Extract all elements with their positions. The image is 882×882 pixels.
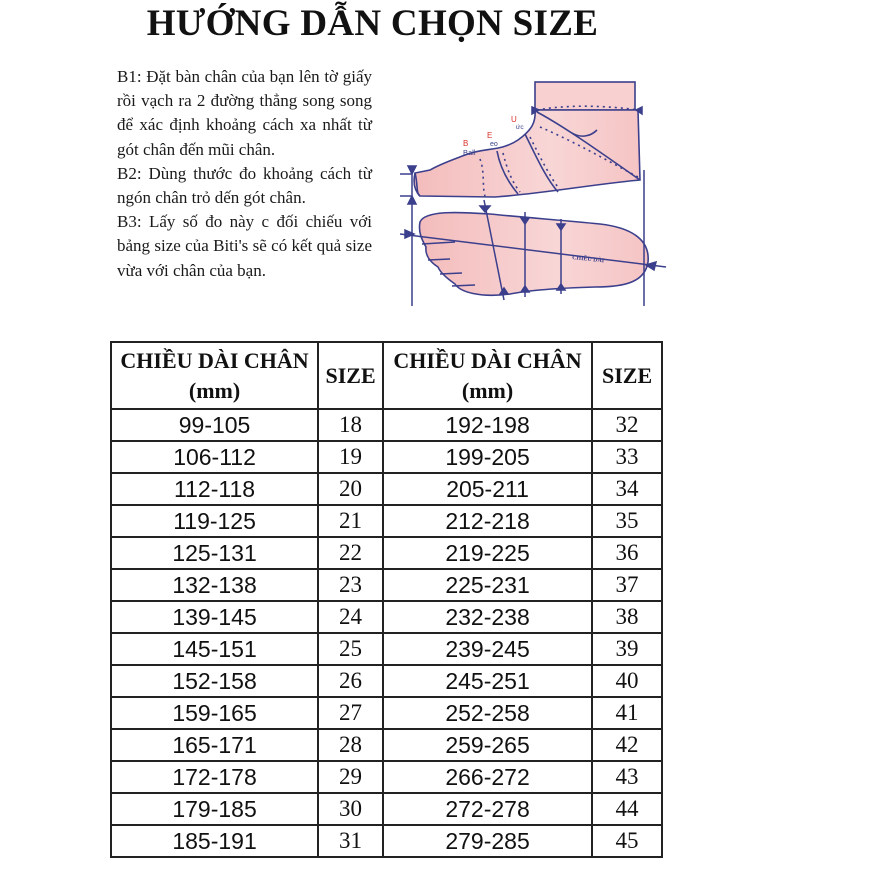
foot-length-cell: 219-225	[383, 537, 592, 569]
instruction-step-1: B1: Đặt bàn chân của bạn lên tờ giấy rồi vạch ra 2 đường thẳng song song để xác định khoảng cách xa nhất từ gót chân đến mũi chân.	[117, 67, 372, 159]
size-cell: 27	[318, 697, 383, 729]
table-row	[111, 409, 662, 441]
size-cell: 30	[318, 793, 383, 825]
instruction-step-2: B2: Dùng thước đo khoảng cách từ ngón chân trỏ dến gót chân.	[117, 163, 372, 208]
svg-text:ức: ức	[516, 124, 524, 131]
foot-length-cell: 266-272	[383, 761, 592, 793]
size-cell: 39	[592, 633, 662, 665]
svg-text:Ball: Ball	[463, 148, 476, 157]
foot-length-cell: 212-218	[383, 505, 592, 537]
size-cell: 44	[592, 793, 662, 825]
size-cell: 36	[592, 537, 662, 569]
foot-length-cell: 232-238	[383, 601, 592, 633]
foot-length-cell: 112-118	[111, 473, 318, 505]
table-row	[111, 825, 662, 857]
foot-measurement-diagram	[400, 72, 672, 308]
header-foot-length-2: CHIỀU DÀI CHÂN (mm)	[383, 342, 592, 409]
size-cell: 28	[318, 729, 383, 761]
size-cell: 24	[318, 601, 383, 633]
size-cell: 45	[592, 825, 662, 857]
foot-length-cell: 239-245	[383, 633, 592, 665]
instruction-step-3: B3: Lấy số đo này c đối chiếu với bảng size của Biti's sẽ có kết quả size vừa với chân của bạn.	[117, 212, 372, 280]
size-cell: 19	[318, 441, 383, 473]
size-cell: 41	[592, 697, 662, 729]
table-row	[111, 793, 662, 825]
svg-text:U: U	[511, 115, 517, 124]
table-row	[111, 665, 662, 697]
table-row	[111, 697, 662, 729]
foot-length-cell: 279-285	[383, 825, 592, 857]
table-row	[111, 473, 662, 505]
header-size-2: SIZE	[592, 342, 662, 409]
foot-length-cell: 145-151	[111, 633, 318, 665]
size-cell: 35	[592, 505, 662, 537]
foot-length-cell: 165-171	[111, 729, 318, 761]
size-cell: 37	[592, 569, 662, 601]
instructions	[117, 65, 372, 283]
foot-length-cell: 192-198	[383, 409, 592, 441]
size-cell: 22	[318, 537, 383, 569]
foot-length-cell: 132-138	[111, 569, 318, 601]
size-cell: 21	[318, 505, 383, 537]
size-cell: 29	[318, 761, 383, 793]
foot-length-cell: 185-191	[111, 825, 318, 857]
foot-length-cell: 172-178	[111, 761, 318, 793]
size-cell: 32	[592, 409, 662, 441]
table-row	[111, 601, 662, 633]
sole-view-foot-icon	[419, 212, 648, 295]
size-cell: 20	[318, 473, 383, 505]
foot-length-cell: 99-105	[111, 409, 318, 441]
foot-length-cell: 125-131	[111, 537, 318, 569]
table-body	[111, 409, 662, 857]
size-cell: 43	[592, 761, 662, 793]
foot-length-cell: 119-125	[111, 505, 318, 537]
svg-text:CHIỀU DÀI: CHIỀU DÀI	[571, 255, 605, 265]
size-cell: 23	[318, 569, 383, 601]
size-chart-table	[110, 341, 663, 858]
size-cell: 31	[318, 825, 383, 857]
foot-length-cell: 152-158	[111, 665, 318, 697]
foot-length-cell: 205-211	[383, 473, 592, 505]
size-cell: 38	[592, 601, 662, 633]
foot-length-cell: 259-265	[383, 729, 592, 761]
header-foot-length-1: CHIỀU DÀI CHÂN (mm)	[111, 342, 318, 409]
foot-length-cell: 225-231	[383, 569, 592, 601]
table-row	[111, 729, 662, 761]
foot-length-cell: 159-165	[111, 697, 318, 729]
table-row	[111, 761, 662, 793]
size-cell: 25	[318, 633, 383, 665]
foot-length-cell: 139-145	[111, 601, 318, 633]
size-cell: 42	[592, 729, 662, 761]
size-cell: 34	[592, 473, 662, 505]
foot-length-cell: 245-251	[383, 665, 592, 697]
foot-length-cell: 179-185	[111, 793, 318, 825]
table-row	[111, 537, 662, 569]
table-header-row	[111, 342, 662, 409]
foot-length-cell: 252-258	[383, 697, 592, 729]
svg-text:E: E	[487, 131, 493, 140]
foot-length-cell: 272-278	[383, 793, 592, 825]
size-cell: 33	[592, 441, 662, 473]
svg-text:B: B	[463, 139, 469, 148]
foot-length-cell: 199-205	[383, 441, 592, 473]
size-cell: 26	[318, 665, 383, 697]
side-view-foot-icon	[414, 82, 640, 197]
size-cell: 18	[318, 409, 383, 441]
page-title: HƯỚNG DẪN CHỌN SIZE	[146, 3, 599, 44]
foot-length-cell: 106-112	[111, 441, 318, 473]
size-cell: 40	[592, 665, 662, 697]
table-row	[111, 569, 662, 601]
table-row	[111, 505, 662, 537]
table-row	[111, 441, 662, 473]
table-row	[111, 633, 662, 665]
svg-text:eo: eo	[490, 141, 498, 148]
header-size-1: SIZE	[318, 342, 383, 409]
